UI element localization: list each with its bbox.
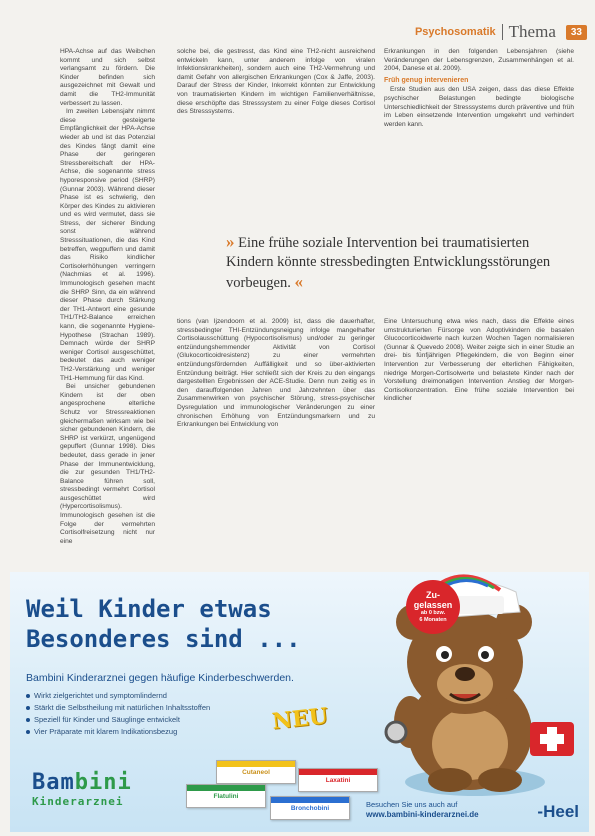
website-callout <box>366 800 479 820</box>
article-column-2-bottom <box>177 318 375 566</box>
product-pack <box>216 760 296 784</box>
list-item: Stärkt die Selbstheilung mit natürlichen Inhaltsstoffen <box>26 702 210 714</box>
list-item: Wirkt zielgerichtet und symptomlindernd <box>26 690 210 702</box>
ad-subheading: Bambini Kinderarznei gegen häufige Kinderbeschwerden. <box>26 672 294 684</box>
badge-line: gelassen <box>413 600 453 610</box>
quote-open-mark: » <box>226 232 235 251</box>
list-item: Speziell für Kinder und Säuglinge entwickelt <box>26 714 210 726</box>
paragraph: tions (van Ijzendoorn et al. 2009) ist, dass die dauerhafter, stressbedingter THI-Entzündungsneigung infolge mangelhafter Cortisolausschüttung (Hypocortisolismus) und/oder zu geringer entzündungshemmender Aktivität von Cortisol (Glukocorticoidresistenz) zu einer vermehrten entzündungsfördernden Auffälligkeit und so über-aktivierten Entzündung beiträgt. Hier schließt sich der Kreis zu den eingangs dargestellten Ergebnissen der ACE-Studie. Denn nun zeitig es in den darauffolgenden Jahren und Jahrzehnten über das Zusammenwirken von psychischer Störung, stress-psychischer Dysregulation und immunologischer Veränderungen zu einer chronischen Erhöhung von Entzündungsmarkern und zu Erkrankungen bei Entwicklung von <box>177 318 375 429</box>
header-divider <box>502 24 503 40</box>
approval-badge <box>406 580 460 634</box>
brand-logo[interactable] <box>32 770 162 808</box>
product-pack <box>298 768 378 792</box>
website-intro: Besuchen Sie uns auch auf <box>366 800 458 809</box>
badge-line: Zu- <box>426 590 440 600</box>
page-number: 33 <box>566 25 587 40</box>
paragraph: Erkrankungen in den folgenden Lebensjahren (siehe Veränderungen der Lebensgrenzen, Zusammenhängen et al. 2004, Danese et al. 2009). <box>384 48 574 73</box>
list-item: Vier Präparate mit klarem Indikationsbezug <box>26 726 210 738</box>
new-badge: NEU <box>270 703 330 735</box>
pack-label: Bronchobini <box>290 805 330 812</box>
article-column-3-bottom <box>384 318 574 566</box>
product-pack <box>270 796 350 820</box>
paragraph: Eine Untersuchung etwa wies nach, dass die Effekte eines umstrukturierten Fürsorge von Adoptivkindern die basalen Glucocorticoidwerte nach kurzen Wochen Tagen normalisieren (Gunnar & Quevedo 2008). Weiter zeigte sich in einer Studie an drei- bis fünfjährigen Pflegekindern, die von Beginn einer Intervention zur Verbesserung der elterlichen Fähigkeiten, niedrige Morgen-Cortisolwerte und belastete Kinder nach der Vorstellung dreimonatigen Intervention Anstieg der Morgen-Cortisolkonzentration. Eine frühe soziale Intervention bei kindlicher <box>384 318 574 403</box>
company-logo: -Heel <box>537 802 579 821</box>
badge-line: 6 Monaten <box>419 617 447 623</box>
brand-name <box>32 770 162 795</box>
ad-headline <box>26 594 356 654</box>
article-column-3-top <box>384 48 574 226</box>
website-link[interactable]: www.bambini-kinderarznei.de <box>366 810 479 819</box>
pull-quote-text: Eine frühe soziale Intervention bei traumatisierten Kindern könnte stressbedingten Entwicklungsstörungen vorbeugen. <box>226 235 551 291</box>
pack-label: Cutaneol <box>242 769 270 776</box>
paragraph: Bei unsicher gebundenen Kindern ist der oben angesprochene elterliche Schutz vor Stressreaktionen gleichermaßen wirksam wie bei sicher gebundenen Kindern, die SHRP ist verkürzt, ungenügend gepuffert (Gunnar 1998). Dies bedeutet, dass gerade in jener Phase der Immunentwicklung, die zur gesunden TH1/TH2-Balance führen soll, stressbedingt vermehrt Cortisol ausgeschüttet wird (Hypercortisolismus). Immunologisch gesehen ist die Folge der vermehrten Cortisolfreisetzung nicht nur eine <box>60 383 155 545</box>
paragraph: Im zweiten Lebensjahr nimmt diese gesteigerte Empfänglichkeit der HPA-Achse wieder ab und ist das Potenzial des Kindes fängt damit eine Phase der geringeren Stressbereitschaft der HPA-Achse, die sogenannte stress hyporesponsive period (SHRP) (Gunnar 2003). Während dieser Phase ist es schwierig, den Körper des Kindes zu aktivieren und es wird vermutet, dass sie Stress, der sicherer Bindung sonst während Stresssituationen, die das Kind betreffen, wegpuffern und damit das Risiko kindlicher Cortisolerhöhungen verringern (Nachmias et al. 1996). Immunologisch gesehen macht die SHRP Sinn, da ein während dieser Phase durch Stärkung der TH1-Antwort eine gesunde TH1/TH2-Balance erreichen kann, die sogenannte Hygiene-Hypothese (Strachan 1989). Demnach würde der SHRP weniger Cortisol ausgeschüttet, bedeutet das auch weniger TH2-Verstärkung und weniger TH1-Hemmung für das Kind. <box>60 108 155 382</box>
brand-name-part: Bam <box>32 770 75 795</box>
article-column-1 <box>60 48 155 560</box>
product-pack <box>186 784 266 808</box>
ad-headline-line-2: Besonderes sind ... <box>26 625 301 653</box>
paragraph: solche bei, die gestresst, das Kind eine TH2-nicht ausreichend entwickeln kann, unter anderem infolge von viralen Infektionskrankheiten), sondern auch eine TH2-Vermehrung und damit Gefahr von allergischen Erkrankungen (Cox & Jaffe, 2003). Darauf der Stress der Kinder, Inkorrekt könnten zur Entwicklung von traumatisierten Kindern im wichtigen Familienverhältnisse, diese erschöpfte das Stresssystem zu einer Folge dieses Cortisol des Stresssystems. <box>177 48 375 116</box>
brand-subtitle: Kinderarznei <box>32 795 124 808</box>
ad-benefit-list <box>26 690 210 738</box>
section-label: Psychosomatik <box>414 26 496 38</box>
pull-quote <box>226 232 566 293</box>
advertisement[interactable] <box>10 572 589 832</box>
paragraph: HPA-Achse auf das Weibchen kommt und sich selbst verlangsamt zu fördern. Die Kinder befinden sich ausgezeichnet mit Gewalt und damit die TH2-Immunität verbessert zu lassen. <box>60 48 155 107</box>
paragraph: Erste Studien aus den USA zeigen, dass das diese Effekte psychischer Belastungen bedingte biologische Unterschiedlichkeit der Stresssystems durch präventive und früh im Leben einsetzende Intervention umgekehrt und verhindert werden kann. <box>384 86 574 128</box>
badge-line: ab 0 bzw. <box>420 610 446 616</box>
brand-name-part: bini <box>74 770 132 795</box>
page-header <box>415 22 587 42</box>
pack-label: Laxatini <box>325 777 351 784</box>
product-packs <box>186 760 376 824</box>
ad-headline-line-1: Weil Kinder etwas <box>26 595 272 623</box>
subheading: Früh genug intervenieren <box>384 76 469 84</box>
article-column-2-top <box>177 48 375 226</box>
quote-close-mark: « <box>294 272 303 291</box>
pack-label: Flatulini <box>213 793 239 800</box>
section-title: Thema <box>508 22 556 41</box>
